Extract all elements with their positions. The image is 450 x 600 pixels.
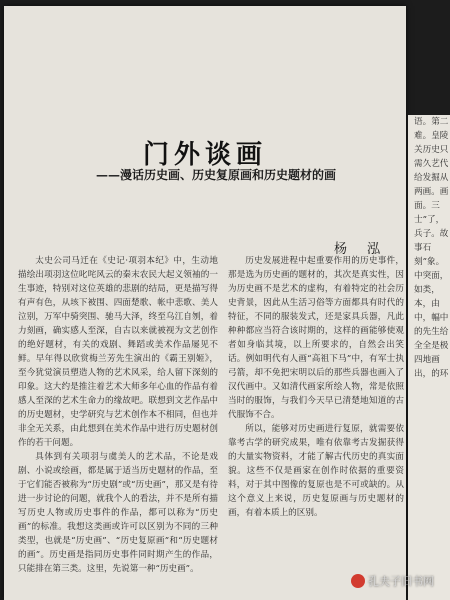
adjacent-page bbox=[408, 115, 450, 600]
middle-text-column bbox=[228, 254, 404, 600]
left-text-column bbox=[18, 254, 218, 600]
paragraph: 所以，能够对历史画进行复原，就需要依靠考古学的研究成果，唯有依靠考古发掘获得的大量实物资料，才能了解古代历史的真实面貌。这些不仅是画家在创作时依据的重要资料，对于其中图像的复原也是不可或缺的。从这个意义上来说，历史复原画与历史题材的画，有着本质上的区别。 bbox=[228, 424, 404, 518]
paragraph: 具体到有关项羽与虞美人的艺术品，不论是戏剧、小说或绘画，都是属于适当历史题材的作品，至于它们能否被称为“历史剧”或“历史画”，那又是有待进一步讨论的问题，就我个人的看法，并不是所有描写历史人物或历史事件的作品，都可以称为“历史画”的标准。我想这类画或许可以区别为不同的三种类型，也就是“历史画”、“历史复原画”和“历史题材的画”。历史画是指同历史事件同时期产生的作品，只能排在第三类。这里，先说第一种“历史画”。 bbox=[18, 452, 218, 574]
watermark-logo-icon bbox=[351, 574, 365, 588]
article-title: 门外谈画 bbox=[142, 140, 267, 170]
watermark-text: 孔夫子旧书网 bbox=[368, 575, 434, 588]
article-page bbox=[4, 6, 406, 600]
adjacent-page-text: 语。第二难。皇陵关历史只需久艺代给发掘从两画。画面。三士”了，兵子。故事石刻”象。中突面，如类，本，由中，幅中的先生给全全是极四地画出，的环 bbox=[414, 117, 449, 379]
paragraph: 太史公司马迁在《史记·项羽本纪》中，生动地描绘出项羽这位叱咤风云的秦末农民大起义领袖的一生事迹，特别对这位英雄的悲剧的结局，更是描写得有声有色，从垓下被围、四面楚歌、帐中悲歌、美人泣别，万军中骑突围、驰马大泽，终至乌江自刎，着力刻画，确实感人至深，自古以来就被视为文艺创作的绝好题材，有关的戏剧、舞蹈或美术作品屡见不鲜。早年得以欣赏梅兰芳先生演出的《霸王别姬》，至今犹觉演员塑造人物的艺术风采，给人留下深刻的印象。这大约是推注着艺术大师多年心血的作品有着感人至深的艺术生命力的缘故吧。联想到文艺作品中的历史题材，史学研究与艺术创作本不相同，但也并非全无关系，由此想到在美术作品中进行历史题材创作的若干问题。 bbox=[18, 256, 218, 448]
article-author: 杨 泓 bbox=[334, 242, 389, 257]
article-subtitle: ——漫话历史画、历史复原画和历史题材的画 bbox=[96, 168, 337, 182]
paragraph: 历史发展进程中起重要作用的历史事件，那是选为历史画的题材的，其次是真实性，因为历史画不是艺术的虚构，有着特定的社会历史背景，因此从生活习俗等方面都具有时代的特征，不同的服装发式，还是家具兵器，凡此种种都应当符合该时期的，这样的画能够使观者如身临其境，以上所要求的，自然会出笑话。例如明代有人画“高祖下马”中，有军士执弓箭，却不免把宋明以后的那些兵器也画入了汉代画中。又如清代画家所绘人物，常是依照当时的服饰，与我们今天早已清楚地知道的古代服饰不合。 bbox=[228, 256, 404, 420]
watermark bbox=[351, 572, 434, 590]
